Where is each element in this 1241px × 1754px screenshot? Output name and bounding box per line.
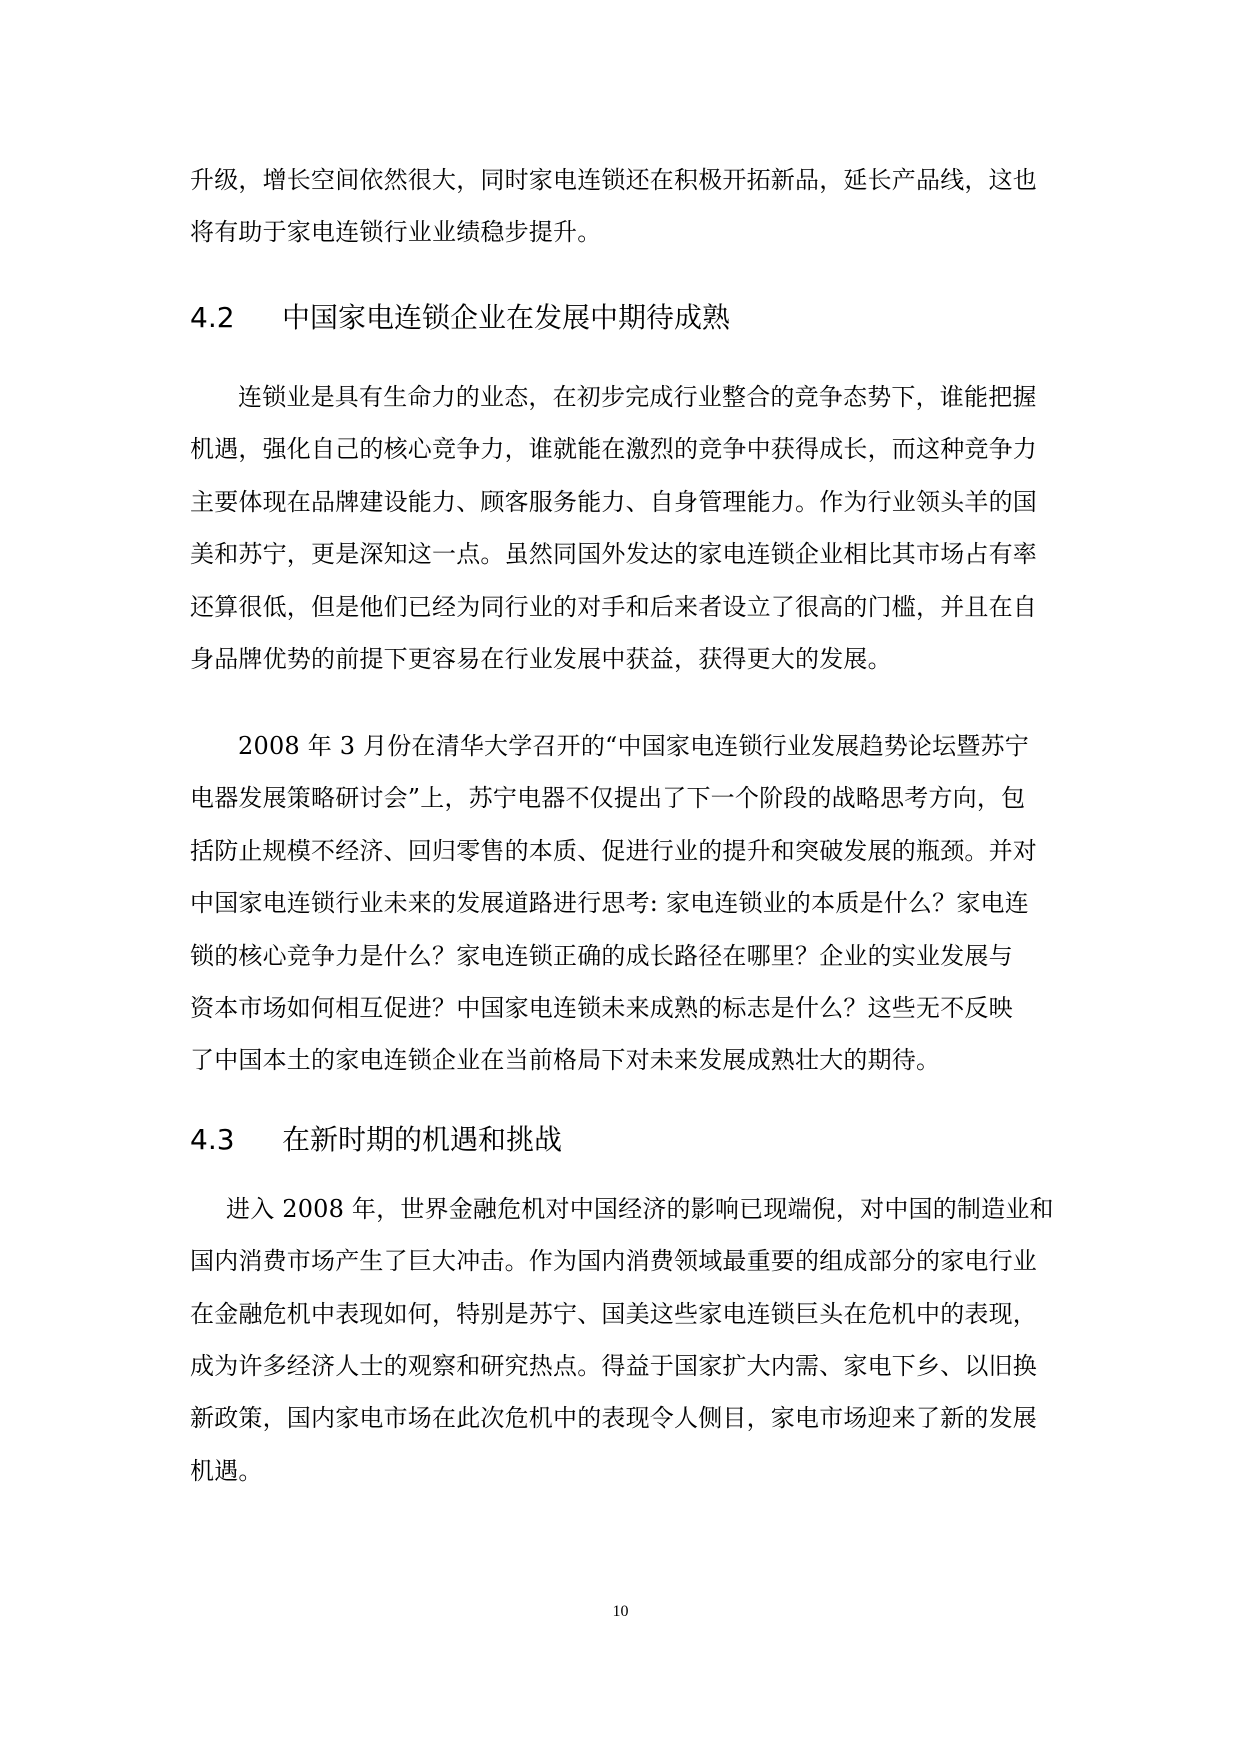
paragraph-line: 还算很低，但是他们已经为同行业的对手和后来者设立了很高的门槛，并且在自 xyxy=(190,593,1037,621)
section-number: 4.2 xyxy=(190,301,235,334)
paragraph-line: 美和苏宁，更是深知这一点。虽然同国外发达的家电连锁企业相比其市场占有率 xyxy=(190,540,1037,568)
paragraph-line: 在金融危机中表现如何，特别是苏宁、国美这些家电连锁巨头在危机中的表现， xyxy=(190,1300,1037,1328)
section-title: 在新时期的机遇和挑战 xyxy=(282,1123,563,1156)
paragraph-line: 将有助于家电连锁行业业绩稳步提升。 xyxy=(190,218,602,246)
paragraph-line: 连锁业是具有生命力的业态，在初步完成行业整合的竞争态势下，谁能把握 xyxy=(238,383,1037,411)
paragraph-line: 升级，增长空间依然很大，同时家电连锁还在积极开拓新品，延长产品线，这也 xyxy=(190,166,1037,194)
paragraph-line: 主要体现在品牌建设能力、顾客服务能力、自身管理能力。作为行业领头羊的国 xyxy=(190,488,1037,516)
paragraph-line: 括防止规模不经济、回归零售的本质、促进行业的提升和突破发展的瓶颈。并对 xyxy=(190,837,1037,865)
paragraph-line: 国内消费市场产生了巨大冲击。作为国内消费领域最重要的组成部分的家电行业 xyxy=(190,1247,1037,1275)
paragraph-line: 机遇，强化自己的核心竞争力，谁就能在激烈的竞争中获得成长，而这种竞争力 xyxy=(190,435,1037,463)
section-title: 中国家电连锁企业在发展中期待成熟 xyxy=(282,301,731,334)
page-number: 10 xyxy=(612,1603,629,1620)
paragraph-line: 资本市场如何相互促进？中国家电连锁未来成熟的标志是什么？这些无不反映 xyxy=(190,994,1013,1022)
paragraph-line: 新政策，国内家电市场在此次危机中的表现令人侧目，家电市场迎来了新的发展 xyxy=(190,1404,1037,1432)
paragraph-line: 机遇。 xyxy=(190,1457,263,1485)
paragraph-line: 锁的核心竞争力是什么？家电连锁正确的成长路径在哪里？企业的实业发展与 xyxy=(190,942,1013,970)
section-heading-4-2 xyxy=(190,300,730,336)
section-number: 4.3 xyxy=(190,1123,235,1156)
paragraph-line: 进入 2008 年，世界金融危机对中国经济的影响已现端倪，对中国的制造业和 xyxy=(226,1195,1054,1223)
paragraph-line: 2008 年 3 月份在清华大学召开的“中国家电连锁行业发展趋势论坛暨苏宁 xyxy=(238,732,1029,760)
paragraph-line: 了中国本土的家电连锁企业在当前格局下对未来发展成熟壮大的期待。 xyxy=(190,1046,941,1074)
paragraph-line: 成为许多经济人士的观察和研究热点。得益于国家扩大内需、家电下乡、以旧换 xyxy=(190,1352,1037,1380)
paragraph-line: 中国家电连锁行业未来的发展道路进行思考: 家电连锁业的本质是什么？家电连 xyxy=(190,889,1029,917)
paragraph-line: 电器发展策略研讨会”上，苏宁电器不仅提出了下一个阶段的战略思考方向，包 xyxy=(190,784,1026,812)
section-heading-4-3 xyxy=(190,1122,562,1158)
paragraph-line: 身品牌优势的前提下更容易在行业发展中获益，获得更大的发展。 xyxy=(190,645,892,673)
